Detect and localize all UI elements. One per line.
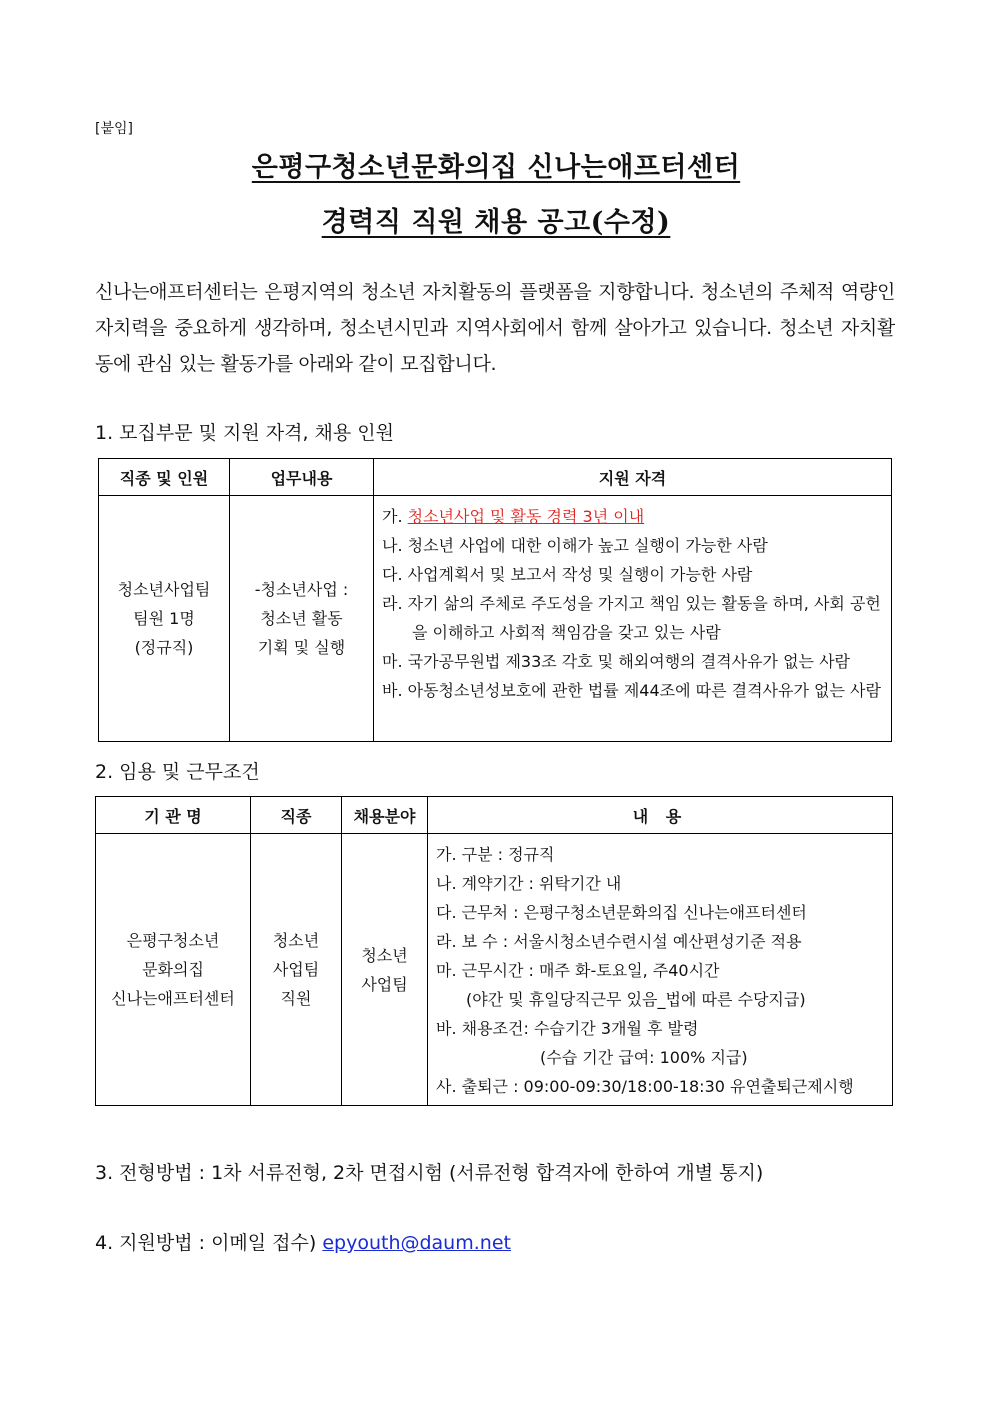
page-title-line1 (0, 145, 992, 184)
conditions-table-header (96, 797, 893, 834)
duty-line: 기획 및 실행 (257, 638, 346, 657)
section4-line (95, 1228, 511, 1255)
header-details: 내 용 (428, 797, 893, 834)
conditions-table (95, 796, 893, 1106)
header-job-type: 직종 (251, 797, 342, 834)
job-type-line: 사업팀 (272, 960, 320, 979)
requirement-da: 다. 사업계획서 및 보고서 작성 및 실행이 가능한 사람 (382, 565, 753, 584)
job-type-line: 직원 (280, 989, 312, 1008)
section3-text: 3. 전형방법 : 1차 서류전형, 2차 면접시험 (서류전형 합격자에 한하여 개별 통지) (95, 1162, 764, 1184)
intro-paragraph: 신나는애프터센터는 은평지역의 청소년 자치활동의 플랫폼을 지향합니다. 청소년의 주체적 역량인 자치력을 중요하게 생각하며, 청소년시민과 지역사회에서 함께 살아가고 있습니다. 청소년 자치활동에 관심 있는 활동가를 아래와 같이 모집합니다. (95, 281, 895, 375)
requirement-ra: 라. 자기 삶의 주체로 주도성을 가지고 책임 있는 활동을 하며, 사회 공헌을 이해하고 사회적 책임감을 갖고 있는 사람 (382, 594, 881, 642)
job-line: 청소년사업팀 (117, 580, 211, 599)
detail-sa: 사. 출퇴근 : 09:00-09:30/18:00-18:30 유연출퇴근제시행 (436, 1077, 854, 1096)
header-requirements: 지원 자격 (374, 459, 892, 496)
detail-na: 나. 계약기간 : 위탁기간 내 (436, 874, 622, 893)
conditions-table-row (96, 834, 893, 1106)
requirement-ga-highlight: 청소년사업 및 활동 경력 3년 이내 (407, 507, 645, 526)
field-line: 사업팀 (361, 974, 408, 994)
job-cell (99, 496, 230, 742)
email-link[interactable]: epyouth@daum.net (322, 1232, 511, 1254)
requirement-ga (382, 502, 885, 531)
section4-prefix: 4. 지원방법 : 이메일 접수) (95, 1232, 323, 1254)
detail-ba-note: (수습 기간 급여: 100% 지급) (540, 1048, 748, 1067)
duty-line: 청소년 활동 (260, 609, 343, 628)
header-duty: 업무내용 (230, 459, 374, 496)
org-line: 문화의집 (142, 960, 204, 979)
requirement-ma: 마. 국가공무원법 제33조 각호 및 해외여행의 결격사유가 없는 사람 (382, 652, 850, 671)
page-title-line2 (0, 200, 992, 239)
job-type-cell (251, 834, 342, 1106)
detail-ma: 마. 근무시간 : 매주 화-토요일, 주40시간 (436, 961, 720, 980)
requirements-cell (374, 496, 892, 742)
recruitment-table-row (99, 496, 892, 742)
detail-da: 다. 근무처 : 은평구청소년문화의집 신나는애프터센터 (436, 903, 807, 922)
detail-ba: 바. 채용조건: 수습기간 3개월 후 발령 (436, 1019, 699, 1038)
section2-heading: 2. 임용 및 근무조건 (95, 761, 260, 783)
field-cell (342, 834, 428, 1106)
title-line2-text: 경력직 직원 채용 공고(수정) (321, 207, 671, 238)
job-line: 팀원 1명 (133, 609, 195, 628)
requirement-ba: 바. 아동청소년성보호에 관한 법률 제44조에 따른 결격사유가 없는 사람 (382, 681, 881, 700)
section1-heading: 1. 모집부문 및 지원 자격, 채용 인원 (95, 422, 395, 444)
duty-line: -청소년사업 : (254, 580, 349, 599)
requirement-ga-prefix: 가. (382, 507, 408, 526)
field-line: 청소년 (361, 945, 408, 965)
org-line: 은평구청소년 (126, 931, 220, 950)
recruitment-table-header (99, 459, 892, 496)
org-line: 신나는애프터센터 (111, 989, 235, 1008)
detail-ma-note: (야간 및 휴일당직근무 있음_법에 따른 수당지급) (466, 990, 806, 1009)
job-line: (정규직) (134, 638, 194, 657)
recruitment-table (98, 458, 892, 742)
org-cell (96, 834, 251, 1106)
requirement-na: 나. 청소년 사업에 대한 이해가 높고 실행이 가능한 사람 (382, 536, 768, 555)
job-type-line: 청소년 (272, 931, 320, 950)
duty-cell (230, 496, 374, 742)
header-org: 기 관 명 (96, 797, 251, 834)
title-line1-text: 은평구청소년문화의집 신나는애프터센터 (251, 152, 741, 183)
attachment-label: [붙임] (95, 121, 133, 137)
detail-ra: 라. 보 수 : 서울시청소년수련시설 예산편성기준 적용 (436, 932, 802, 951)
header-field: 채용분야 (342, 797, 428, 834)
header-job: 직종 및 인원 (99, 459, 230, 496)
details-cell (428, 834, 893, 1106)
detail-ga: 가. 구분 : 정규직 (436, 845, 555, 864)
